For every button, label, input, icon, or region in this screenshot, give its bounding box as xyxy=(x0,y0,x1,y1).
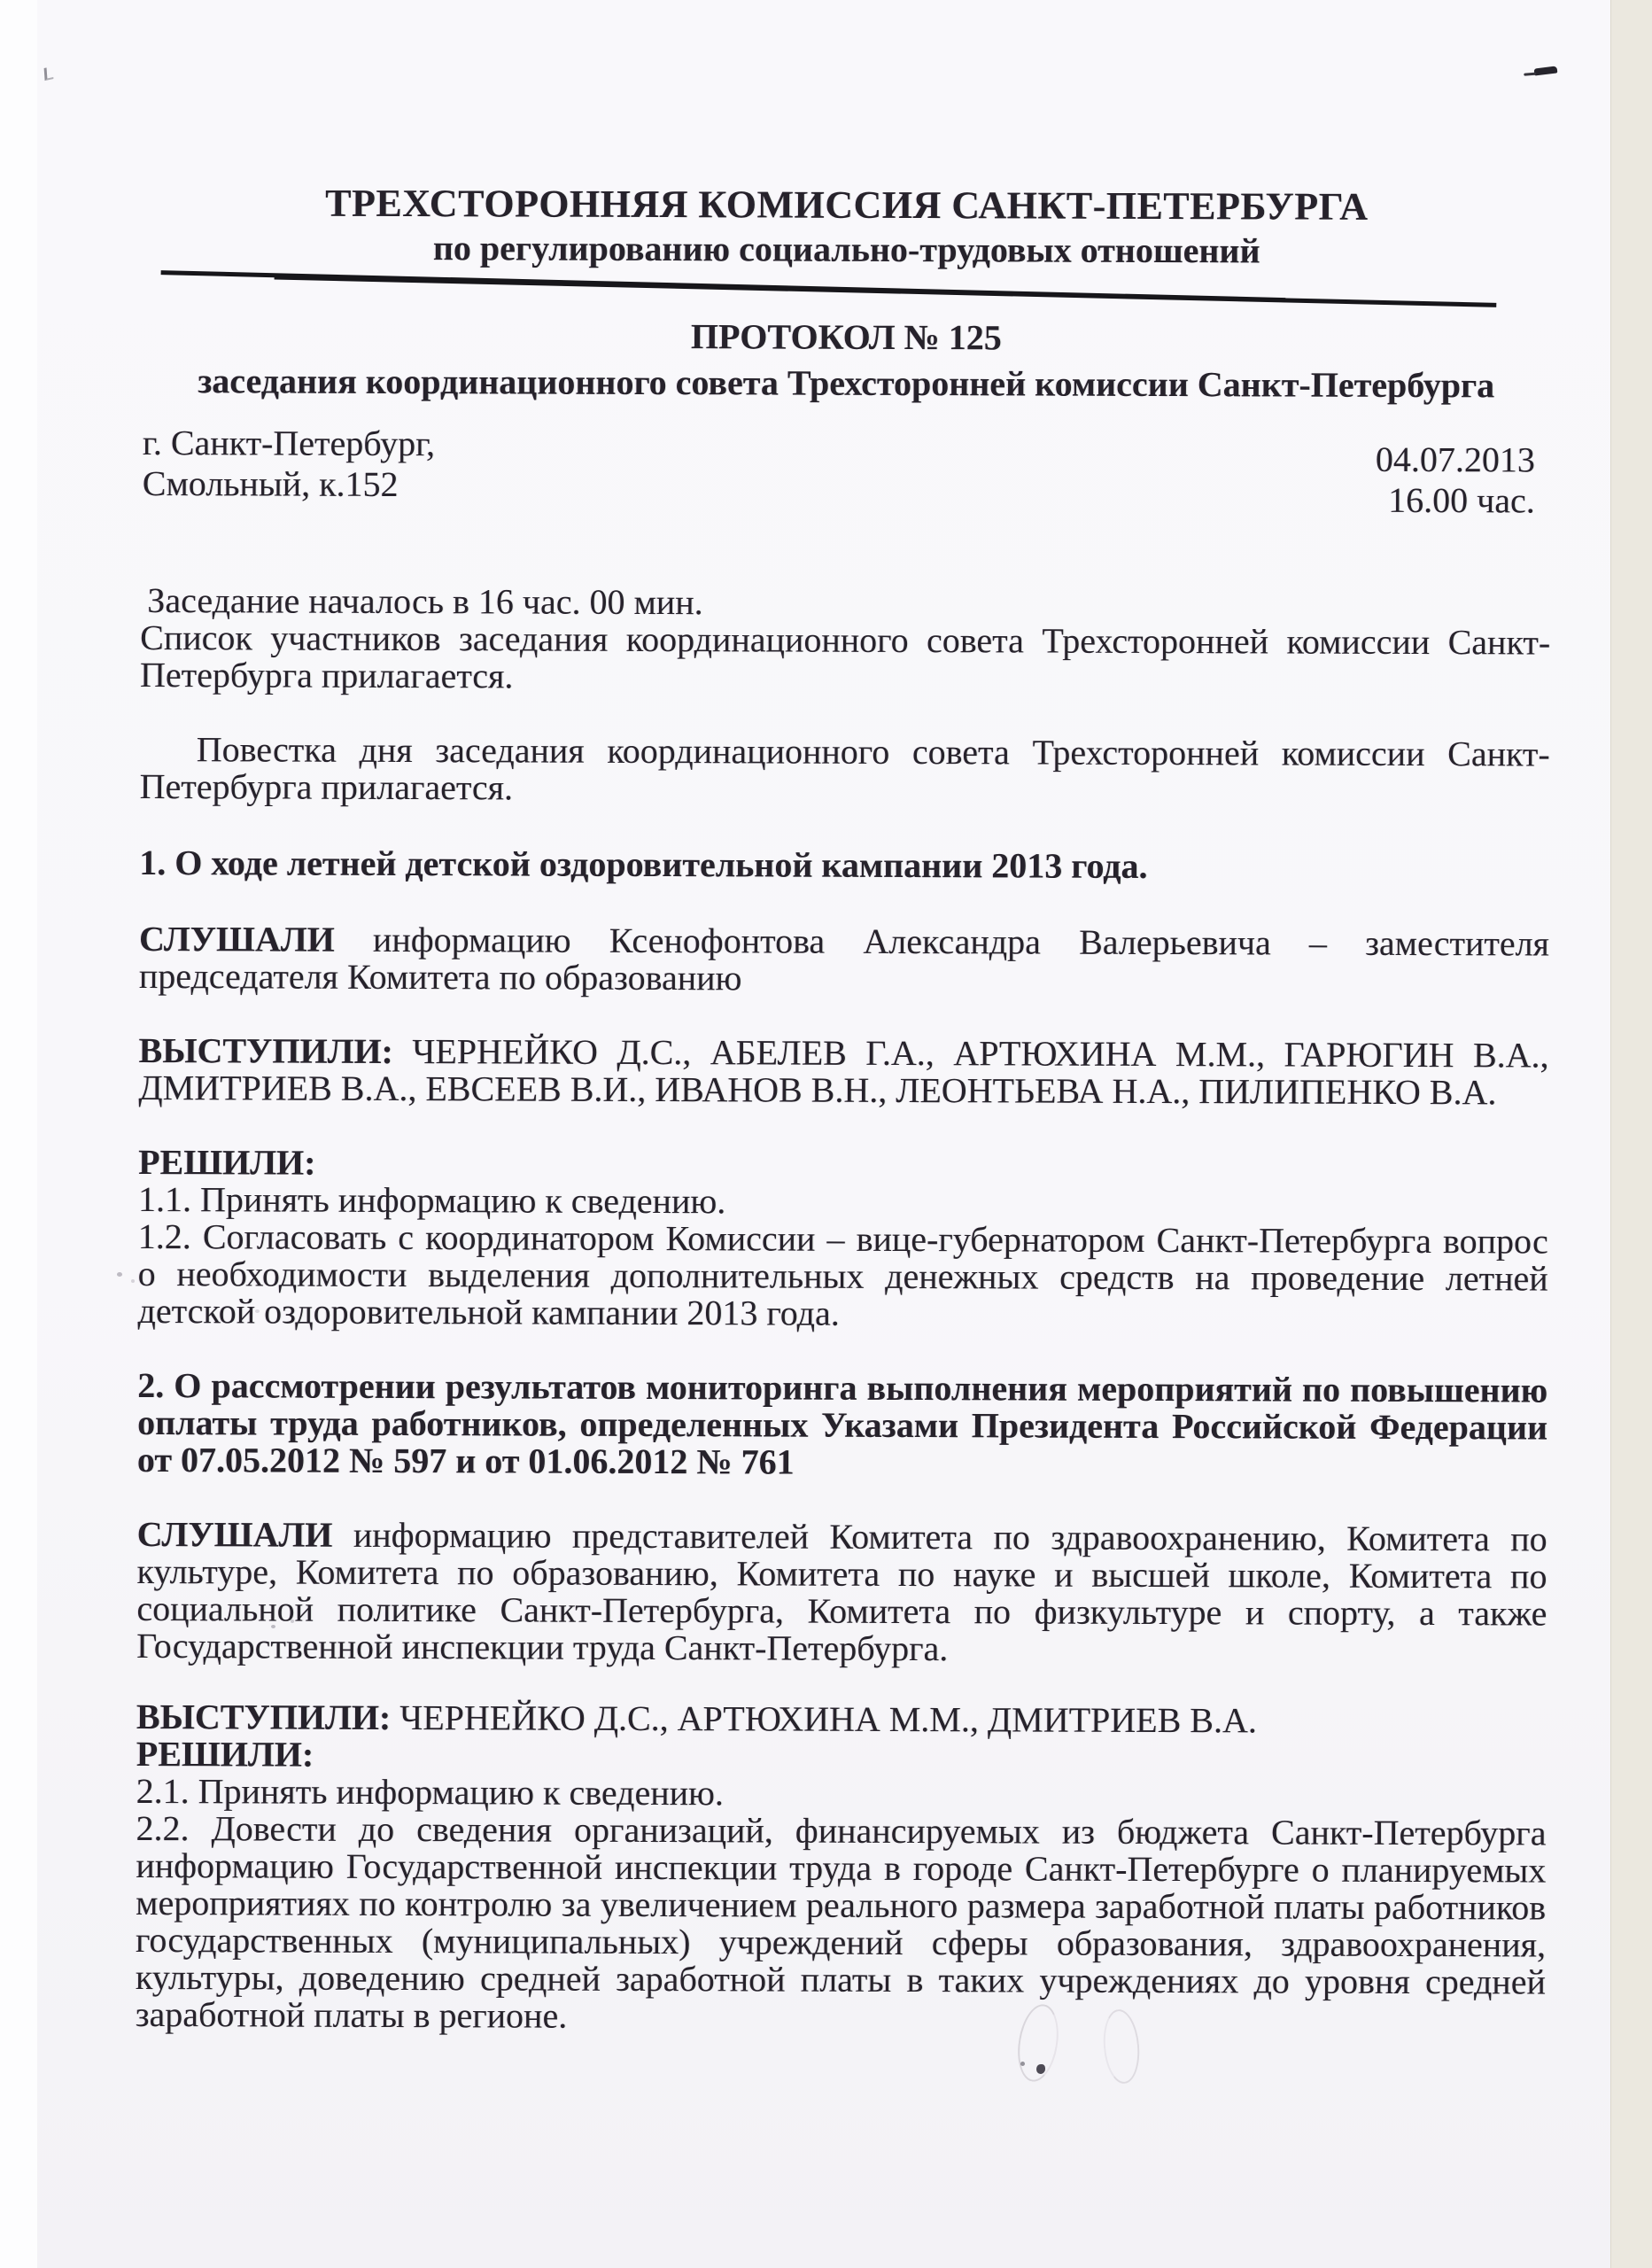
meta-place xyxy=(141,423,435,517)
opening-paragraph: Заседание началось в 16 час. 00 мин. xyxy=(147,580,703,623)
item1-decision-1: 1.1. Принять информацию к сведению. xyxy=(137,1178,726,1222)
pencil-tick-mark xyxy=(44,66,54,81)
pen-dash-mark xyxy=(1534,66,1558,75)
meta-time: 16.00 час. xyxy=(1388,479,1535,521)
item1-spoke-text: ЧЕРНЕЙКО Д.С., АБЕЛЕВ Г.А., АРТЮХИНА М.М., ГАРЮГИН В.А., ДМИТРИЕВ В.А., ЕВСЕЕВ В.И., ИВАНОВ В.Н., ЛЕОНТЬЕВА Н.А., ПИЛИПЕНКО В.А. xyxy=(138,1030,1549,1113)
meta-block xyxy=(141,423,1551,522)
scanner-edge-right xyxy=(1610,0,1652,2268)
item1-spoke-paragraph xyxy=(138,1029,1549,1113)
pencil-speck xyxy=(271,1625,275,1628)
pencil-speck xyxy=(117,1272,122,1277)
item2-heard-label: СЛУШАЛИ xyxy=(136,1513,333,1555)
item1-heading: 1. О ходе летней детской оздоровительной кампании 2013 года. xyxy=(139,842,1148,886)
protocol-subtitle: заседания координационного совета Трехсторонней комиссии Санкт-Петербурга xyxy=(198,361,1495,406)
document-content xyxy=(136,182,1552,2039)
org-subtitle: по регулированию социально-трудовых отношений xyxy=(432,228,1260,271)
header-double-rule xyxy=(142,267,1552,302)
item1-spoke-label: ВЫСТУПИЛИ: xyxy=(138,1029,393,1071)
pencil-scribble-speck xyxy=(1020,2062,1025,2066)
pencil-speck xyxy=(255,1309,260,1313)
participants-paragraph: Список участников заседания координационного совета Трехсторонней комиссии Санкт-Петербурга прилагается. xyxy=(139,617,1551,696)
item2-heard-paragraph xyxy=(136,1513,1547,1670)
item2-decision-1: 2.1. Принять информацию к сведению. xyxy=(136,1770,725,1814)
item1-heard-text: информацию Ксенофонтова Александра Валерьевича – заместителя председателя Комитета по образованию xyxy=(138,919,1550,998)
item2-heard-text: информацию представителей Комитета по здравоохранению, Комитета по культуре, Комитета по образованию, Комитета по науке и высшей школе, Комитета по социальной политике Санкт-Петербурга, Комитета по физкультуре и спорту, а также Государственной инспекции труда Санкт-Петербурга. xyxy=(136,1514,1547,1669)
item2-decision-2: 2.2. Довести до сведения организаций, финансируемых из бюджета Санкт-Петербурга информацию Государственной инспекции труда в городе Санкт-Петербурге о планируемых мероприятиях по контролю за увеличением реального размера заработной платы работников государственных (муниципальных) учреждений сферы образования, здравоохранения, культуры, доведению средней заработной платы в таких учреждениях до уровня средней заработной платы в регионе. xyxy=(135,1807,1547,2036)
pencil-speck xyxy=(131,1279,135,1283)
item1-resolved-label: РЕШИЛИ: xyxy=(138,1141,316,1183)
item2-spoke-paragraph xyxy=(136,1698,1547,1741)
header-rule-line xyxy=(275,276,1497,307)
item2-spoke-text: ЧЕРНЕЙКО Д.С., АРТЮХИНА М.М., ДМИТРИЕВ В.А. xyxy=(391,1697,1257,1741)
item1-heard-paragraph xyxy=(139,920,1549,1000)
pencil-speck xyxy=(291,1619,294,1623)
item1-heard-label: СЛУШАЛИ xyxy=(138,918,335,959)
item2-resolved-label: РЕШИЛИ: xyxy=(136,1733,314,1775)
protocol-title: ПРОТОКОЛ № 125 xyxy=(690,316,1002,358)
item2-heading: 2. О рассмотрении результатов мониторинга выполнения мероприятий по повышению оплаты труда работников, определенных Указами Президента Российской Федерации от 07.05.2012 № 597 и от 01.06.2012 № 761 xyxy=(136,1364,1548,1482)
scanner-edge-left xyxy=(0,0,37,2268)
org-title: ТРЕХСТОРОННЯЯ КОМИССИЯ САНКТ-ПЕТЕРБУРГА xyxy=(325,181,1369,229)
meta-datetime xyxy=(1376,427,1551,522)
item1-decision-2: 1.2. Согласовать с координатором Комиссии – вице-губернатором Санкт-Петербурга вопрос о необходимости выделения дополнительных денежных средств на проведение летней детской оздоровительной кампании 2013 года. xyxy=(137,1216,1548,1333)
agenda-paragraph: Повестка дня заседания координационного совета Трехсторонней комиссии Санкт-Петербурга прилагается. xyxy=(139,729,1550,808)
meta-city: г. Санкт-Петербург, xyxy=(142,423,436,464)
document-header xyxy=(141,182,1552,405)
meta-room: Смольный, к.152 xyxy=(142,463,399,505)
item2-spoke-label: ВЫСТУПИЛИ: xyxy=(136,1696,392,1737)
meta-date: 04.07.2013 xyxy=(1375,439,1535,480)
